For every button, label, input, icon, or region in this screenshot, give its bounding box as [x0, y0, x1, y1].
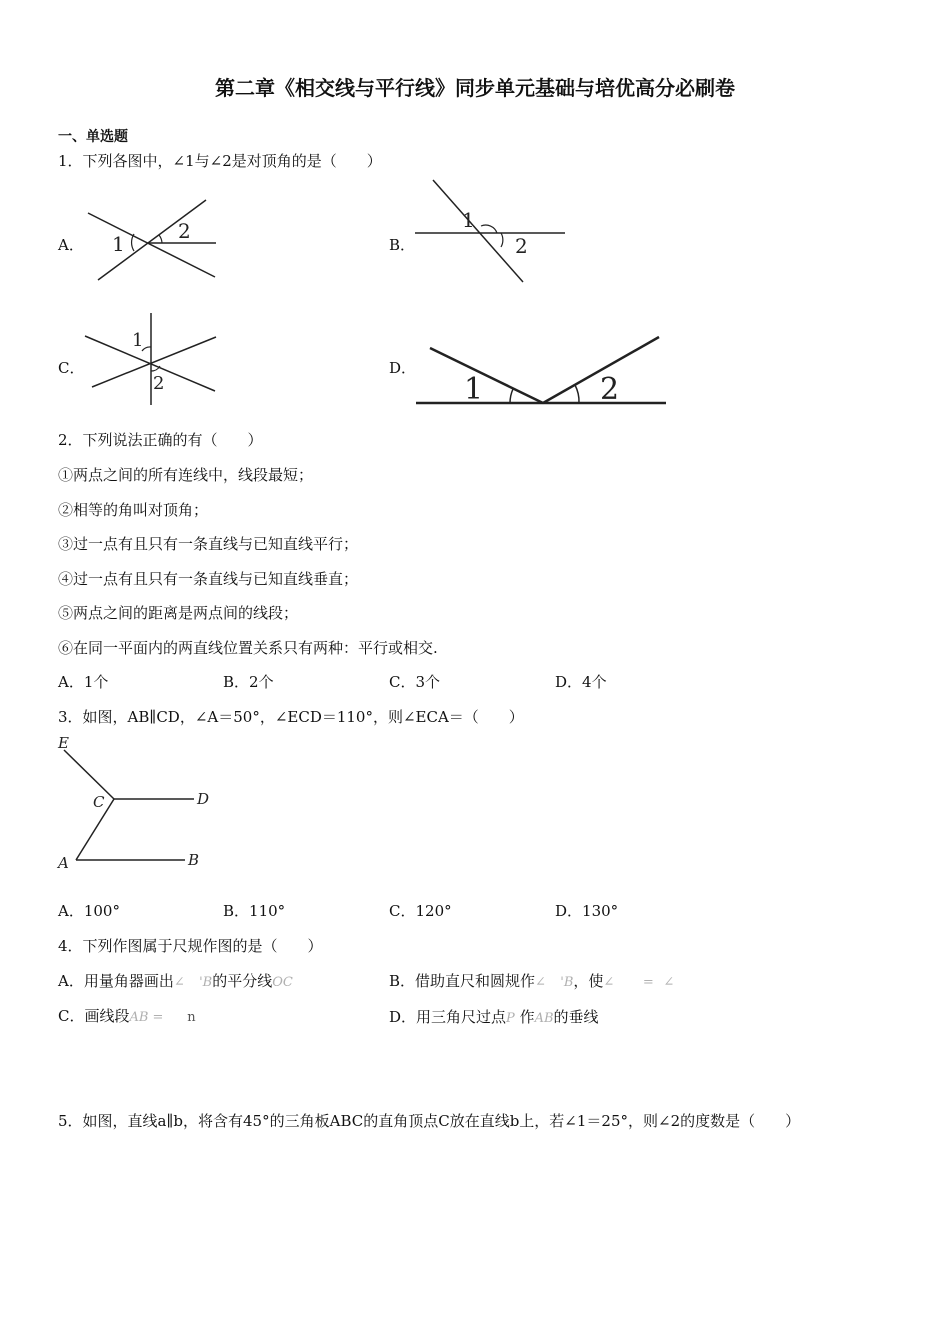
q1a-angle-2-label: 2 — [178, 219, 191, 243]
q1d-angle-2-label: 2 — [600, 372, 620, 407]
q4a-math-b: 'B — [199, 975, 213, 990]
q4d-text-2: 作 — [519, 1008, 535, 1026]
q1-figure-d — [412, 332, 670, 410]
q4d-text-3: 的垂线 — [553, 1008, 599, 1026]
q2-statement-5: ⑤两点之间的距离是两点间的线段； — [58, 604, 299, 622]
q2-option-b[interactable]: B．2个 — [223, 673, 274, 691]
page-title: 第二章《相交线与平行线》同步单元基础与培优高分必刷卷 — [215, 76, 735, 100]
q4-option-c[interactable] — [58, 1005, 196, 1026]
q1-stem: 1．下列各图中，∠1与∠2是对顶角的是（ ） — [58, 152, 382, 170]
q3-option-d[interactable]: D．130° — [555, 902, 619, 920]
q1d-angle-1-label: 1 — [464, 372, 484, 407]
q2-statement-2: ②相等的角叫对顶角； — [58, 501, 209, 519]
q4a-text-2: 的平分线 — [212, 972, 273, 990]
q1a-angle-1-label: 1 — [112, 232, 125, 256]
q4c-math-ab: AB = — [129, 1010, 164, 1025]
q1-figure-b — [410, 175, 570, 287]
q1-option-a-label[interactable]: A． — [58, 236, 84, 254]
q2-statement-3: ③过一点有且只有一条直线与已知直线平行； — [58, 535, 359, 553]
q4b-math-b: 'B — [560, 975, 574, 990]
q2-statement-1: ①两点之间的所有连线中，线段最短； — [58, 466, 314, 484]
q2-statement-6: ⑥在同一平面内的两直线位置关系只有两种：平行或相交. — [58, 639, 438, 657]
q4b-math-angle-2: ∠ — [603, 975, 615, 990]
q3-figure — [52, 730, 222, 875]
q1-figure-c — [80, 310, 225, 408]
q4a-math-oc: OC — [272, 975, 293, 990]
q4-option-a[interactable] — [58, 970, 293, 991]
q1b-angle-1-label: 1 — [462, 208, 475, 232]
q3-point-a: A — [58, 854, 69, 872]
q2-option-c[interactable]: C．3个 — [389, 673, 441, 691]
q4-option-d[interactable] — [389, 1006, 599, 1027]
q4b-math-eq: = — [642, 975, 654, 990]
q4c-text: C．画线段 — [58, 1007, 130, 1025]
q4c-math-n: n — [187, 1010, 196, 1025]
q4b-text: B．借助直尺和圆规作 — [389, 972, 536, 990]
q4d-math-ab: AB — [534, 1011, 554, 1026]
q4a-math-angle: ∠ — [173, 975, 185, 990]
q3-point-b: B — [188, 851, 200, 869]
q3-point-c: C — [93, 793, 105, 811]
q3-option-a[interactable]: A．100° — [58, 902, 120, 920]
q2-option-a[interactable]: A．1个 — [58, 673, 109, 691]
q4b-math-angle: ∠ — [535, 975, 546, 990]
q3-option-b[interactable]: B．110° — [223, 902, 286, 920]
q4-stem: 4．下列作图属于尺规作图的是（ ） — [58, 937, 323, 955]
q1-option-d-label[interactable]: D． — [389, 359, 417, 377]
q1c-angle-1-label: 1 — [132, 330, 144, 351]
section-heading: 一、单选题 — [58, 129, 128, 145]
q2-option-d[interactable]: D．4个 — [555, 673, 607, 691]
q3-point-d: D — [197, 790, 210, 808]
q2-statement-4: ④过一点有且只有一条直线与已知直线垂直； — [58, 570, 359, 588]
q3-stem: 3．如图，AB∥CD，∠A＝50°，∠ECD＝110°，则∠ECA＝（ ） — [58, 708, 524, 726]
q4b-math-angle-3: ∠ — [663, 975, 675, 990]
q4-option-b[interactable] — [389, 970, 674, 991]
q4a-text: A．用量角器画出 — [58, 972, 174, 990]
q2-stem: 2．下列说法正确的有（ ） — [58, 431, 263, 449]
q1-option-c-label[interactable]: C． — [58, 359, 85, 377]
q1c-angle-2-label: 2 — [153, 373, 165, 394]
q1b-angle-2-label: 2 — [515, 234, 528, 258]
q5-stem: 5．如图，直线a∥b，将含有45°的三角板ABC的直角顶点C放在直线b上，若∠1＝25°，则∠2的度数是（ ） — [58, 1112, 801, 1130]
q4b-text-2: ，使 — [573, 972, 604, 990]
q1-figure-a — [80, 195, 225, 290]
q4d-math-p: P — [506, 1011, 515, 1026]
q3-option-c[interactable]: C．120° — [389, 902, 452, 920]
q4d-text: D．用三角尺过点 — [389, 1008, 507, 1026]
q1-option-b-label[interactable]: B． — [389, 236, 416, 254]
q3-point-e: E — [58, 734, 69, 752]
